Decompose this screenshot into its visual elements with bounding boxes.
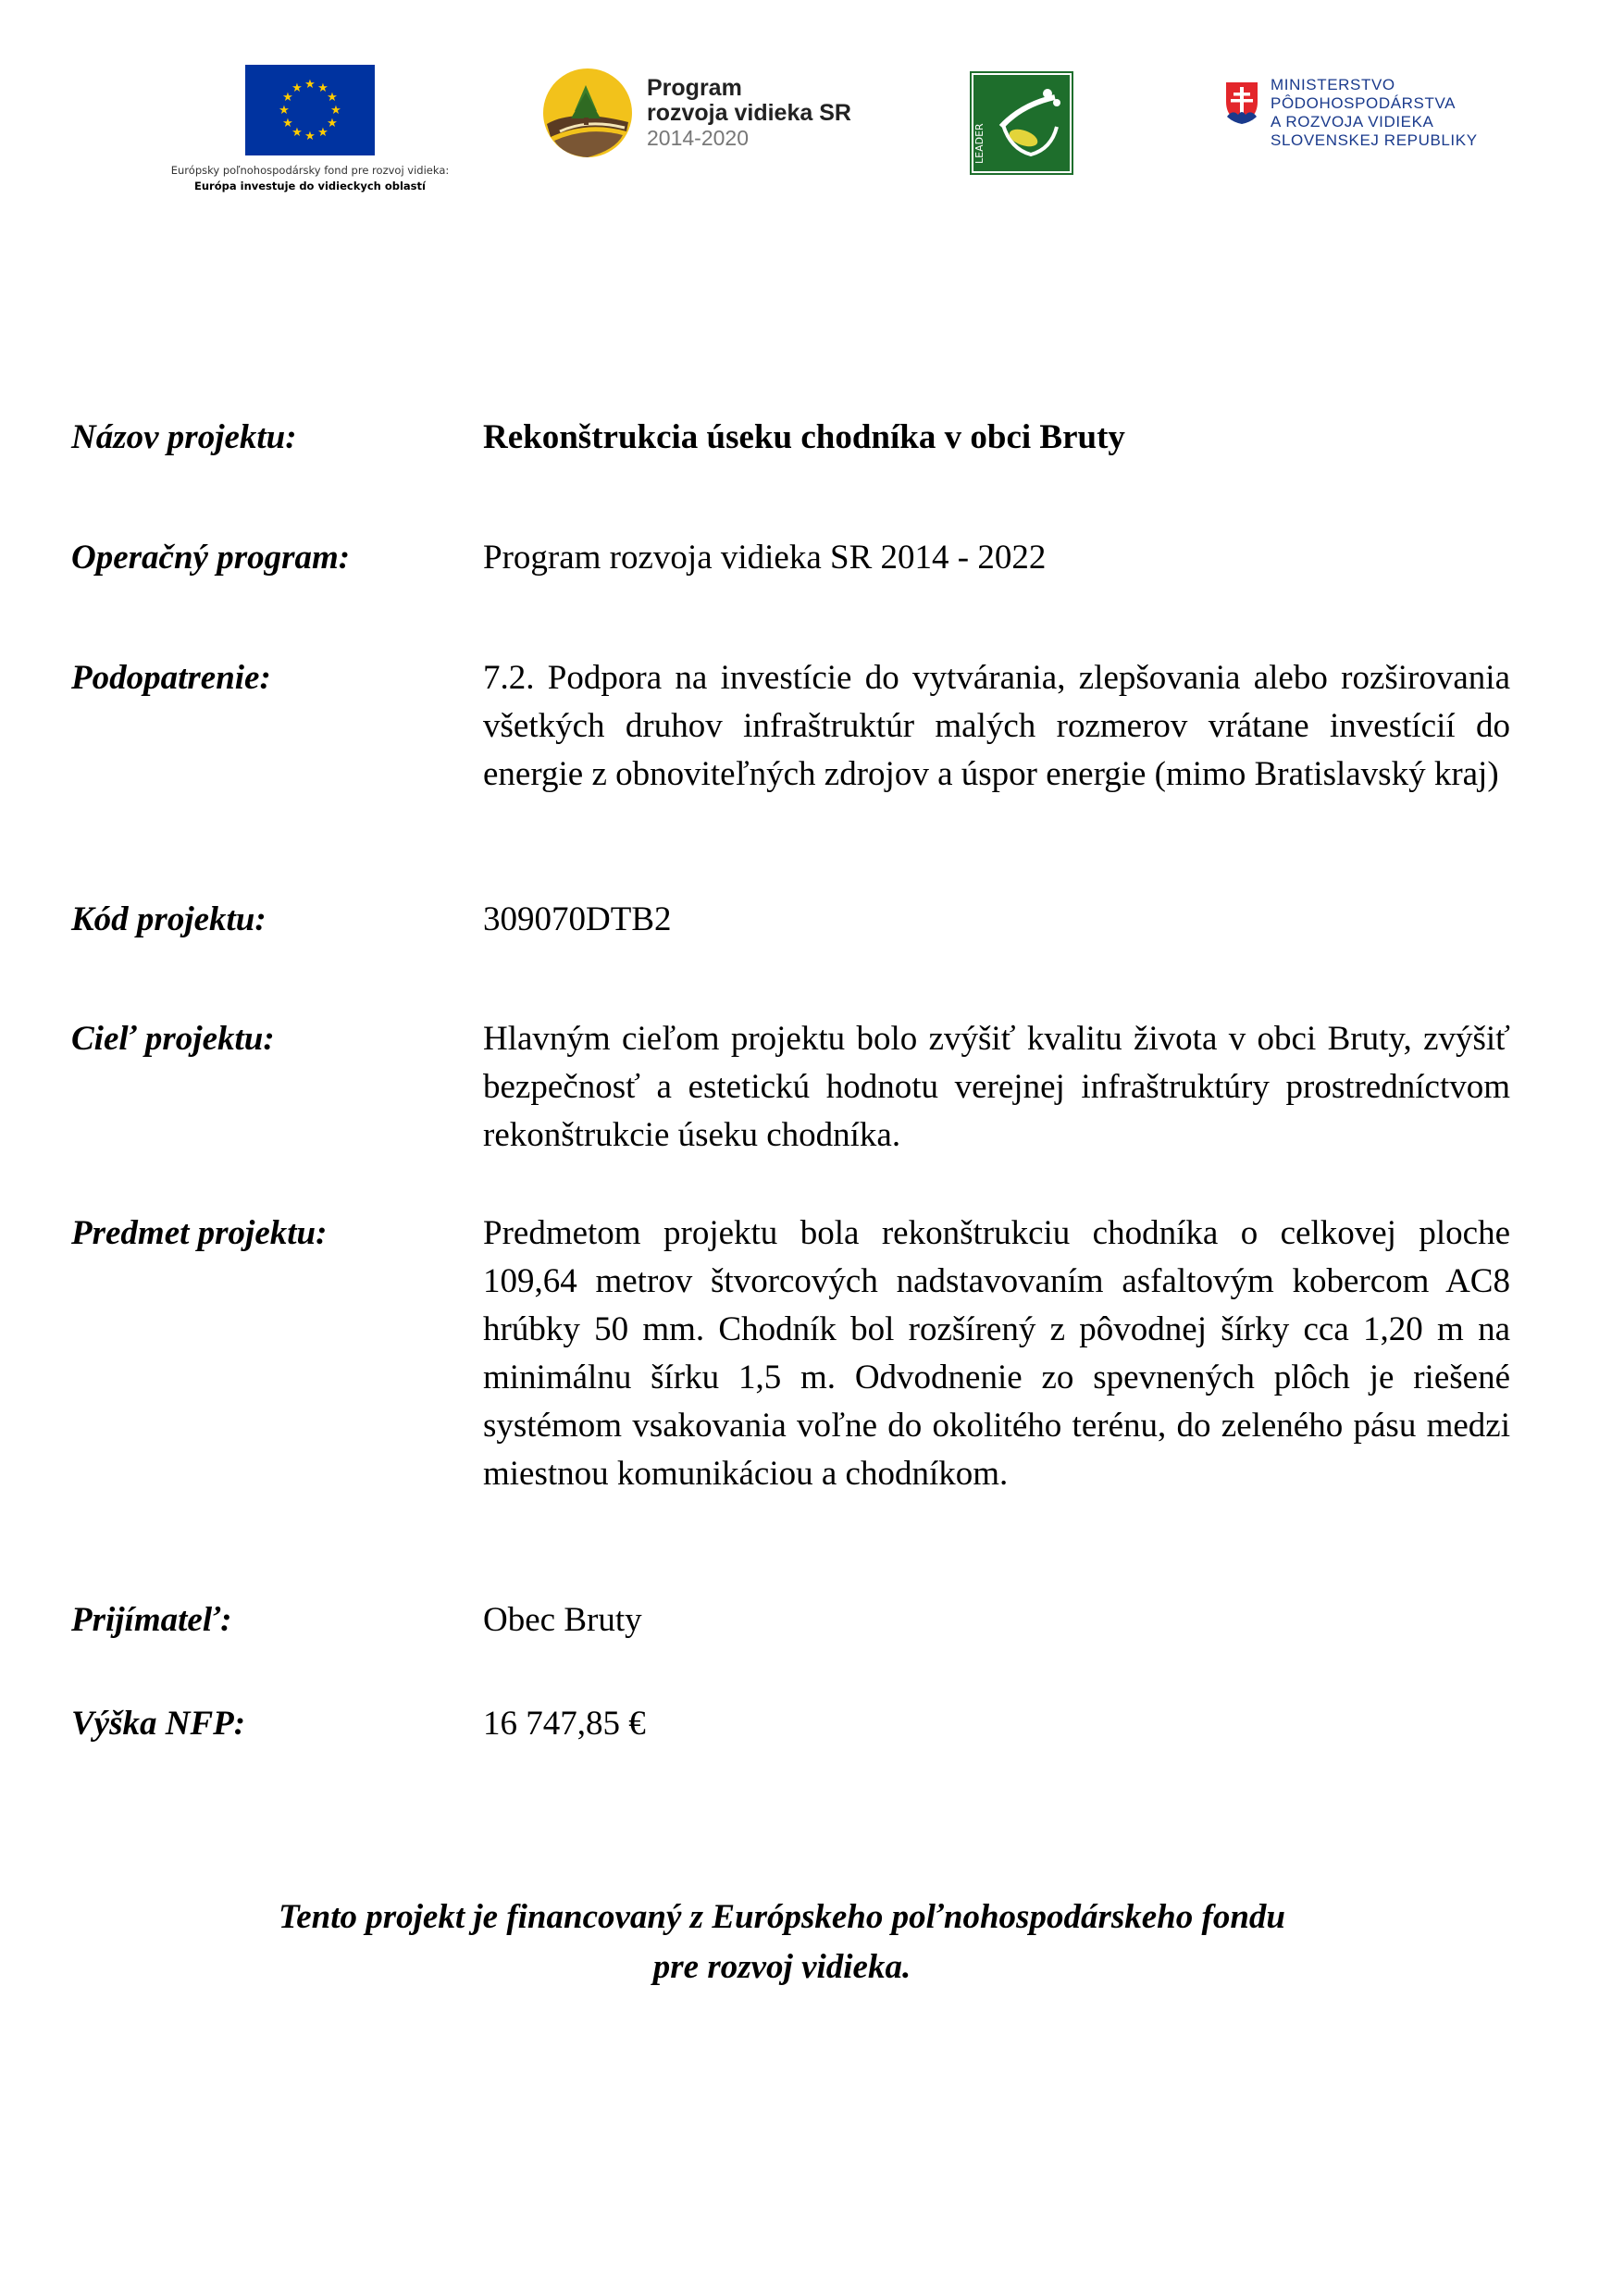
svg-text:★: ★ xyxy=(317,81,329,94)
ministry-logo xyxy=(1223,76,1478,150)
subject-value: Predmetom projektu bola rekonštrukciu chodníka o celkovej ploche 109,64 metrov štvorcových nadstavovaním asfaltovým kobercom AC8 hrúbky 50 mm. Chodník bol rozšírený z pôvodnej šírky cca 1,20 m na minimálnu šírku 1,5 m. Odvodnenie zo spevnených plôch je riešené systémom vsakovania voľne do okolitého terénu, do zeleného pásu medzi miestnou komunikáciou a chodníkom. xyxy=(483,1214,1510,1493)
prv-logo xyxy=(541,67,851,159)
program-value: Program rozvoja vidieka SR 2014 - 2022 xyxy=(483,539,1047,577)
recipient-label: Prijímateľ: xyxy=(71,1601,232,1639)
svg-text:★: ★ xyxy=(291,125,303,139)
eu-caption xyxy=(139,163,481,194)
grant-label: Výška NFP: xyxy=(71,1705,246,1743)
svg-text:★: ★ xyxy=(279,103,290,117)
grant-value: 16 747,85 € xyxy=(483,1705,646,1743)
slovak-coat-of-arms-icon xyxy=(1223,80,1260,126)
recipient-value: Obec Bruty xyxy=(483,1601,642,1639)
svg-text:★: ★ xyxy=(282,90,293,104)
svg-text:★: ★ xyxy=(317,125,329,139)
ministry-line1: MINISTERSTVO xyxy=(1271,76,1395,93)
svg-text:★: ★ xyxy=(291,81,303,94)
funding-note xyxy=(0,1893,1564,1992)
svg-text:★: ★ xyxy=(327,116,338,130)
goal-value: Hlavným cieľom projektu bolo zvýšiť kvalitu života v obci Bruty, zvýšiť bezpečnosť a estetickú hodnotu verejnej infraštruktúry prostredníctvom rekonštrukcie úseku chodníka. xyxy=(483,1020,1510,1154)
svg-text:★: ★ xyxy=(304,129,316,143)
leader-text: LEADER xyxy=(973,123,986,164)
prv-text xyxy=(647,76,851,151)
submeasure-label: Podopatrenie: xyxy=(71,659,271,697)
subject-label: Predmet projektu: xyxy=(71,1214,328,1252)
svg-text:★: ★ xyxy=(327,90,338,104)
prv-emblem-icon xyxy=(541,67,634,159)
eu-flag-icon xyxy=(245,65,375,155)
svg-text:★: ★ xyxy=(282,116,293,130)
prv-line2: rozvoja vidieka SR xyxy=(647,99,851,126)
project-code-value: 309070DTB2 xyxy=(483,900,672,938)
ministry-text xyxy=(1271,76,1478,150)
ministry-line3: A ROZVOJA VIDIEKA xyxy=(1271,113,1434,130)
prv-line1: Program xyxy=(647,74,742,101)
svg-text:★: ★ xyxy=(330,103,341,117)
eu-caption-line1: Európsky poľnohospodársky fond pre rozvoj vidieka: xyxy=(170,164,450,177)
submeasure-value: 7.2. Podpora na investície do vytvárania, zlepšovania alebo rozširovania všetkých druhov infraštruktúr malých rozmerov vrátane investícií do energie z obnoviteľných zdrojov a úspor energie (mimo Bratislavský kraj) xyxy=(483,659,1510,793)
prv-years: 2014-2020 xyxy=(647,125,749,150)
eu-caption-line2: Európa investuje do vidieckych oblastí xyxy=(194,180,426,192)
svg-text:★: ★ xyxy=(304,77,316,91)
project-code-label: Kód projektu: xyxy=(71,900,267,938)
eu-logo xyxy=(139,65,481,194)
project-name-label: Názov projektu: xyxy=(71,418,297,456)
leader-logo-icon xyxy=(970,71,1073,175)
funding-note-line1: Tento projekt je financovaný z Európskeho poľnohospodárskeho fondu xyxy=(279,1898,1285,1936)
project-name-value: Rekonštrukcia úseku chodníka v obci Bruty xyxy=(483,418,1125,456)
goal-label: Cieľ projektu: xyxy=(71,1020,275,1058)
program-label: Operačný program: xyxy=(71,539,351,577)
ministry-line4: SLOVENSKEJ REPUBLIKY xyxy=(1271,131,1478,149)
funding-note-line2: pre rozvoj vidieka. xyxy=(652,1948,911,1986)
ministry-line2: PÔDOHOSPODÁRSTVA xyxy=(1271,94,1457,112)
